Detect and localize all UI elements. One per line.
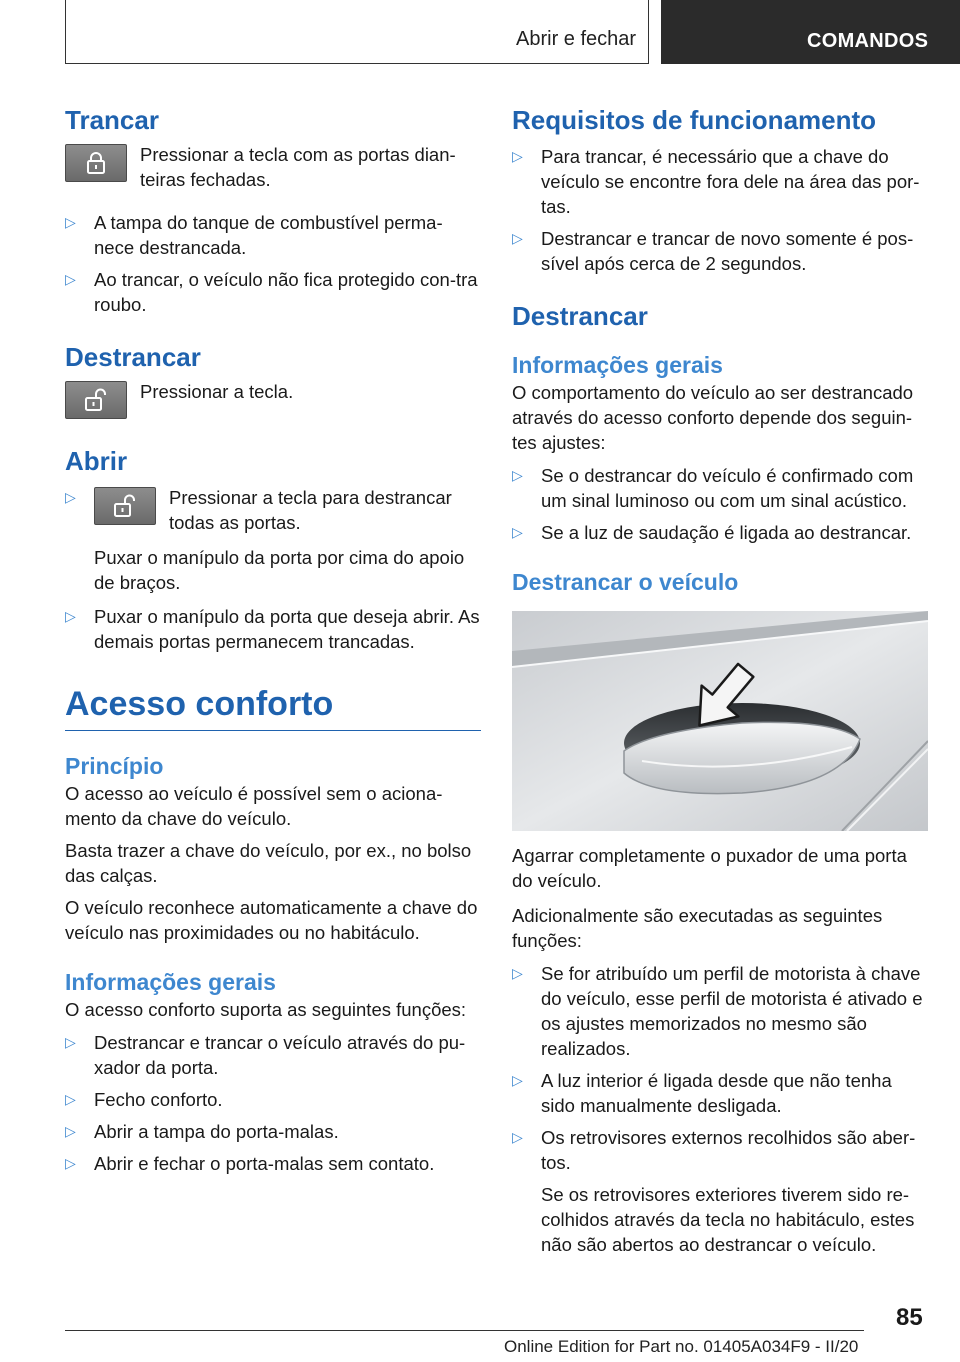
trancar-bullets <box>65 210 481 317</box>
right-column <box>512 100 928 1257</box>
heading-principio: Princípio <box>65 753 164 779</box>
list-item: ▷ A luz interior é ligada desde que não tenha sido manualmente desligada. <box>512 1068 928 1118</box>
unlock-icon <box>113 494 137 518</box>
heading-destrancar: Destrancar <box>65 342 201 372</box>
principio-p2: Basta trazer a chave do veículo, por ex., no bolso das calças. <box>65 840 472 886</box>
unlock-key-button <box>65 381 127 419</box>
footer-divider <box>65 1330 864 1331</box>
lock-icon <box>85 151 107 175</box>
list-item: ▷ Destrancar e trancar de novo somente é pos-sível após cerca de 2 segundos. <box>512 226 928 276</box>
list-item: ▷ Ao trancar, o veículo não fica protegido con-tra roubo. <box>65 267 481 317</box>
lock-key-button <box>65 144 127 182</box>
heading-informacoes-gerais: Informações gerais <box>65 969 276 995</box>
list-item: ▷ Se a luz de saudação é ligada ao destrancar. <box>512 520 928 545</box>
list-item: ▷ Destrancar e trancar o veículo através do pu-xador da porta. <box>65 1030 481 1080</box>
list-item: ▷ Se for atribuído um perfil de motorista à chave do veículo, esse perfil de motorista é ativado e os ajustes memorizados no mesmo são realizados. <box>512 961 928 1061</box>
destrancar-info-bullets <box>512 463 928 545</box>
list-item: ▷ Abrir a tampa do porta-malas. <box>65 1119 481 1144</box>
list-item <box>65 485 481 595</box>
photo-caption: Agarrar completamente o puxador de uma porta do veículo. <box>512 845 907 891</box>
door-handle-photo <box>512 611 928 831</box>
list-item: ▷ Abrir e fechar o porta-malas sem contato. <box>65 1151 481 1176</box>
abrir-continuation: Puxar o manípulo da porta por cima do apoio de braços. <box>94 547 465 593</box>
adicional-bullets <box>512 961 928 1257</box>
info-intro: O acesso conforto suporta as seguintes funções: <box>65 999 467 1020</box>
door-handle-illustration <box>512 611 928 831</box>
unlock-key-button <box>94 487 156 525</box>
heading-destrancar-right: Destrancar <box>512 301 648 331</box>
heading-requisitos: Requisitos de funcionamento <box>512 105 877 135</box>
principio-p3: O veículo reconhece automaticamente a chave do veículo nas proximidades ou no habitáculo. <box>65 897 478 943</box>
heading-abrir: Abrir <box>65 446 128 476</box>
trancar-intro: Pressionar a tecla com as portas dian-teiras fechadas. <box>140 144 456 190</box>
abrir-bullets <box>65 485 481 654</box>
list-item: ▷ Para trancar, é necessário que a chave do veículo se encontre fora dele na área das por-tas. <box>512 144 928 219</box>
bullet-continuation: Se os retrovisores exteriores tiverem sido re-colhidos através da tecla no habitáculo, estes não são abertos ao destrancar o veículo. <box>541 1184 915 1255</box>
adicional-intro: Adicionalmente são executadas as seguintes funções: <box>512 905 883 951</box>
bullet-text: Os retrovisores externos recolhidos são aber-tos. <box>541 1127 916 1173</box>
page-number: 85 <box>896 1304 923 1331</box>
list-item: ▷ A tampa do tanque de combustível perma-nece destrancada. <box>65 210 481 260</box>
left-column <box>65 100 481 1176</box>
trancar-key-row <box>65 142 481 192</box>
heading-acesso-conforto: Acesso conforto <box>65 682 481 731</box>
list-item: ▷ Fecho conforto. <box>65 1087 481 1112</box>
info-bullets <box>65 1030 481 1176</box>
destrancar-info-intro: O comportamento do veículo ao ser destrancado através do acesso conforto depende dos seguin-tes ajustes: <box>512 382 914 453</box>
heading-destrancar-veiculo: Destrancar o veículo <box>512 569 739 595</box>
unlock-icon <box>84 388 108 412</box>
header-section-title: Abrir e fechar <box>516 28 637 50</box>
abrir-key-row <box>94 485 481 535</box>
list-item: ▷ Se o destrancar do veículo é confirmado com um sinal luminoso ou com um sinal acústico. <box>512 463 928 513</box>
destrancar-key-row <box>65 379 481 419</box>
list-item <box>512 1125 928 1257</box>
abrir-key-text: ▷ Pressionar a tecla para destrancar todas as portas. <box>169 487 452 533</box>
heading-informacoes-gerais-right: Informações gerais <box>512 352 723 378</box>
heading-trancar: Trancar <box>65 105 159 135</box>
footer-edition: Online Edition for Part no. 01405A034F9 - II/20 <box>504 1337 859 1356</box>
requisitos-bullets <box>512 144 928 276</box>
destrancar-intro: Pressionar a tecla. <box>140 381 294 402</box>
header-chapter-tab: COMANDOS <box>661 0 960 64</box>
principio-p1: O acesso ao veículo é possível sem o aciona-mento da chave do veículo. <box>65 783 443 829</box>
list-item: ▷ Puxar o manípulo da porta que deseja abrir. As demais portas permanecem trancadas. <box>65 604 481 654</box>
